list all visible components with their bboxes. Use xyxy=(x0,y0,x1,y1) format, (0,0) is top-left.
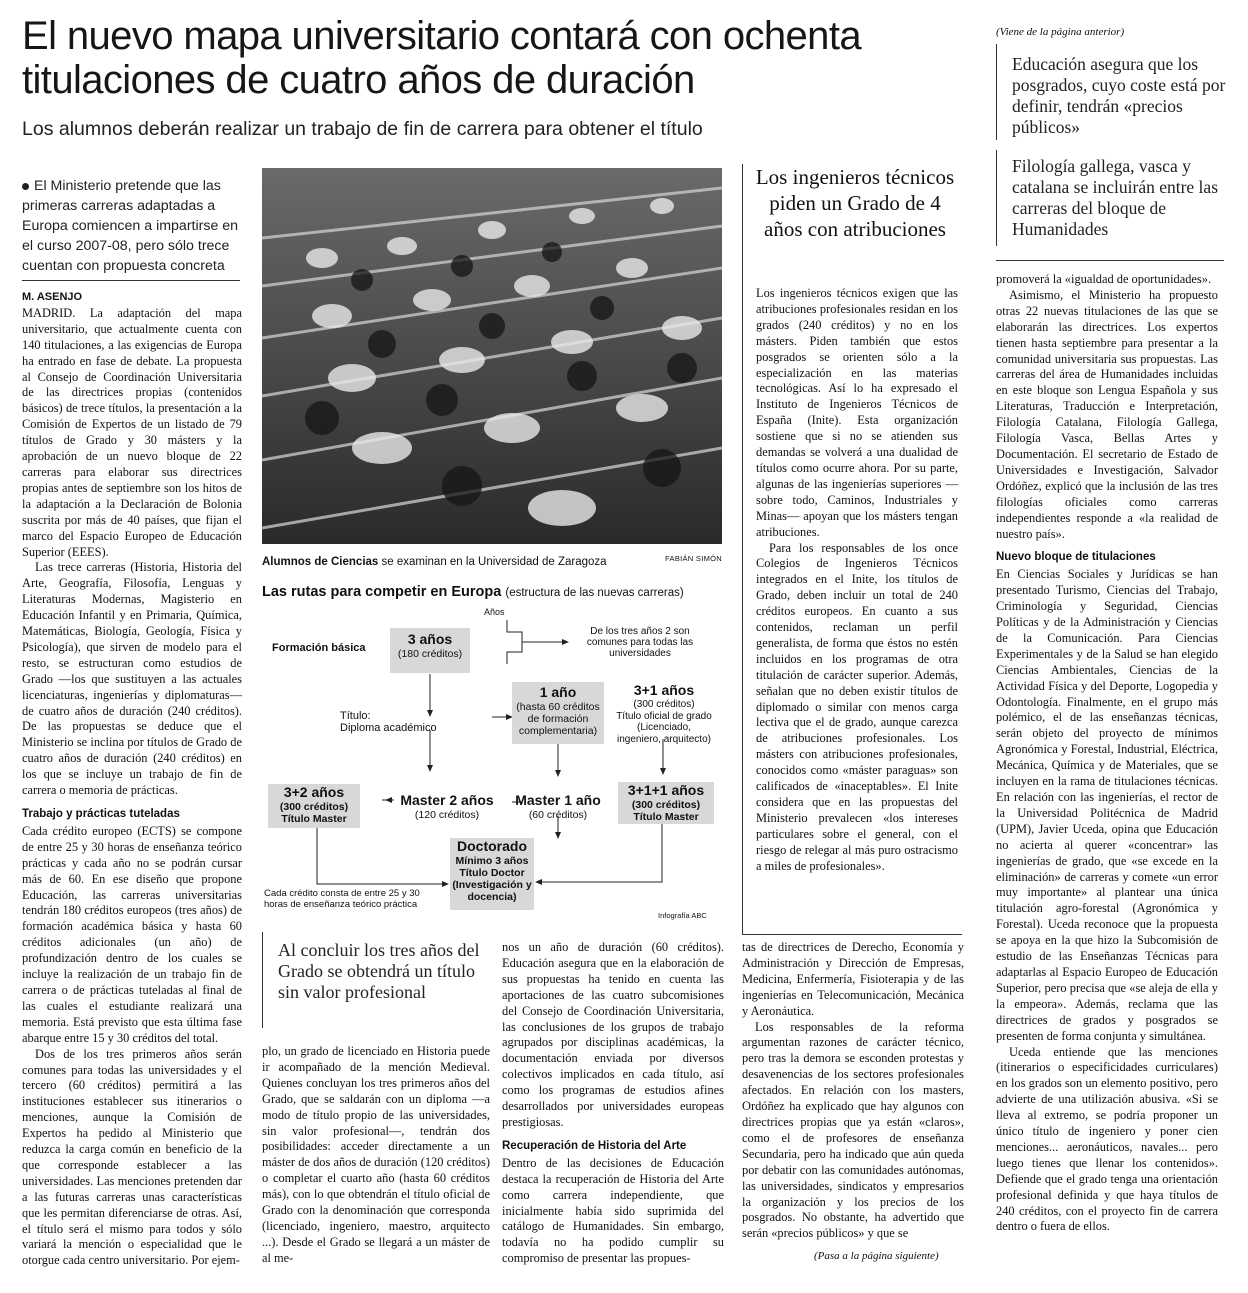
subheadline: Los alumnos deberán realizar un trabajo de fin de carrera para obtener el título xyxy=(22,118,703,140)
box-title: Master 1 año xyxy=(515,792,601,808)
infographic-footnote: Cada crédito consta de entre 25 y 30 horas de enseñanza teórico práctica xyxy=(264,888,420,910)
box-sub: (120 créditos) xyxy=(414,809,480,821)
highlight-rule xyxy=(996,44,997,140)
infographic-title-text: Las rutas para competir en Europa xyxy=(262,584,502,600)
anos-label: Años xyxy=(484,607,505,617)
photo-caption xyxy=(262,556,722,568)
headline: El nuevo mapa universitario contará con ochenta titulaciones de cuatro años de duración xyxy=(22,14,861,102)
box-sub: (180 créditos) xyxy=(397,648,463,660)
sidebar-rule-bottom xyxy=(742,934,962,935)
lead-text: El Ministerio pretende que las primeras carreras adaptadas a Europa comiencen a impartirse en el curso 2007-08, pero sólo trece cuentan con propuesta concreta xyxy=(22,178,239,274)
subheading: Recuperación de Historia del Arte xyxy=(502,1139,687,1152)
paragraph: Para los responsables de los once Colegios de Ingenieros Técnicos integrados en el Inite, los títulos de Grado, deben incluir un total de 240 créditos europeos. En cuanto a sus contenidos, reclaman un perfil generalista, de forma que éstos no estén incluidos en los programas de otra titulación de carácter superior. Además, señalan que no deben existir títulos de diplomado o similar con menos carga lectiva que el de grado, aunque carezca de atribuciones profesionales. Los másters con atribuciones profesionales, conocidos como «máster paraguas» son calificados de «inaceptables». El Inite considera que en las propuestas del Ministerio prevalecen «los intereses particulares sobre el general, con el riesgo de relegar al más puro ostracismo a miles de profesionales». xyxy=(756,540,958,873)
formacion-basica-label: Formación básica xyxy=(272,642,366,654)
box-title: Master 2 años xyxy=(400,792,494,808)
pullquote: Al concluir los tres años del Grado se obtendrá un título sin valor profesional xyxy=(278,940,480,1002)
infographic xyxy=(262,584,722,924)
paragraph: nos un año de duración (60 créditos). Educación asegura que en la elaboración de sus propuestas ha tenido en cuenta las aportaciones de las cuatro subcomisiones del Consejo de Coordinación Universitaria, las conclusiones de los grupos de trabajo agrupados por disciplinas académicas, la documentación enviada por diversos colectivos implicados en cada título, así como los programas de estudios afines desarrollados por universidades europeas prestigiosas. xyxy=(502,940,724,1129)
box-title: 3+2 años xyxy=(283,784,345,800)
box-sub: (60 créditos) xyxy=(528,809,588,821)
divider xyxy=(996,260,1224,261)
box-3-mas-2-anos xyxy=(268,784,360,828)
box-master-2-anos xyxy=(392,792,502,821)
caption-text: se examinan en la Universidad de Zaragoza xyxy=(378,556,607,568)
box-title: 3 años xyxy=(407,631,453,647)
continued-from-previous-page: (Viene de la página anterior) xyxy=(996,26,1125,38)
paragraph: Cada crédito europeo (ECTS) se compone de entre 25 y 30 horas de enseñanza teórico prácticas y cada año no se podrán cursar más de 60. En ese diseño que propone Educación, las carreras universitarias tendrán 180 créditos europeos (tres años) de formación académica básica y hasta 60 créditos adicionales (un año) de profundización dentro de los cuales se incluye la realización de un trabajo fin de carrera o de prácticas tuteladas al final de las cuales el estudiante realizará una memoria. Está previsto que esta última fase abarque entre 15 y 30 créditos del total. xyxy=(22,823,242,1045)
highlight-quote-2: Filología gallega, vasca y catalana se incluirán entre las carreras del bloque de Humanidades xyxy=(1012,156,1219,239)
exam-hall-photo xyxy=(262,168,722,544)
paragraph: Las trece carreras (Historia, Historia del Arte, Geografía, Filosofía, Lenguas y Literaturas Modernas, Magisterio en Educación Infantil y en Primaria, Química, Matemáticas, Biología, Geología, Física y Psicología), que sirven de modelo para el resto, se estructuran como estudios de Grado —los que sustituyen a las actuales licenciaturas, ingenierías y diplomaturas— de cuatro años de duración (240 créditos). De las propuestas se deduce que el Ministerio se inclina por títulos de Grado de cuatro años de duración (240 créditos) en los que se incluye un trabajo de fin de carrera o memoria de prácticas. xyxy=(22,560,242,798)
highlight-rule xyxy=(996,150,997,246)
paragraph: Los responsables de la reforma argumentan razones de carácter técnico, pero tras la demora se esconden protestas y desavenencias de los sectores profesionales afectados. En relación con los masters, Ordóñez ha explicado que hay algunos con directrices propias que ya están «claros», como el de profesores de enseñanza Secundaria, pero ha indicado que aún queda por debatir con las comunidades autónomas, las universidades, sindicatos y empresarios la organización y los precios de los posgrados. No obstante, ha advertido que serán «precios públicos» y que se xyxy=(742,1019,964,1241)
photo-image xyxy=(262,168,722,544)
column-4-bottom xyxy=(742,940,964,1242)
box-title: Doctorado xyxy=(457,838,527,854)
box-sub: (300 créditos) Título Master xyxy=(279,801,349,825)
sidebar-body xyxy=(756,286,958,875)
box-master-1-ano xyxy=(508,792,608,821)
infographic-credit: Infografía ABC xyxy=(658,911,707,920)
paragraph: Uceda entiende que las menciones (itinerarios o especificidades curriculares) en los grados son un elemento positivo, pero advierte de una utilización abusiva. «Si se lleva al extremo, se podría proponer un único título de ingeniero y poner cien menciones... aeronáuticos, navales... pero luego tienes que llenar los contenidos». Defiende que el grado tenga una orientación profesional definida y que haya títulos de 240 créditos, con el proyecto fin de carrera dentro o fuera de ellos. xyxy=(996,1044,1218,1234)
box-3-mas-1-mas-1-anos xyxy=(618,782,714,824)
box-title: 3+1 años xyxy=(633,682,695,698)
box-sub: (hasta 60 créditos de formación complementaria) xyxy=(516,701,600,737)
box-doctorado xyxy=(450,838,534,910)
box-3-anos xyxy=(390,628,470,673)
photo-credit: FABIÁN SIMÓN xyxy=(665,554,722,563)
infographic-title-note: (estructura de las nuevas carreras) xyxy=(505,587,684,599)
box-title: 1 año xyxy=(539,684,577,700)
paragraph: En Ciencias Sociales y Jurídicas se han presentado Turismo, Ciencias del Trabajo, Criminología y Seguridad, Ciencias Políticas y de la Administración y Ciencias de la Comunicación. Para Ciencias Experimentales y de la Salud se han elegido Ciencias Ambientales, Ciencias de la Actividad Física y del Deporte, Logopedia y Odontología. Finalmente, en el grupo más polémico, el de las enseñanzas técnicas, serán objeto del proyecto de mínimos Agronómica y Forestal, Industrial, Eléctrica, Mecánica, Química y de Materiales, que se incluyen en la rama de titulaciones técnicas. En relación con las ingenierías, el rector de la Universidad Politécnica de Madrid (UPM), Javier Uceda, opina que Educación no acierta al querer «concentrar» las ingenierías de grado, que «se excede en la eliminación» de carreras y comete «un error muy importante» al plantear una única titulación agro-forestal (Agronómica y Forestal). Uceda reconoce que la propuesta se apoya en la que hizo la Subcomisión de estudio de las Enseñanzas Técnicas para adaptarlas al Espacio Europeo de Educación Superior, pero precisa que «se aleja de ella y la empeora». Además, reclama que las directrices de grados y posgrados se presenten de forma conjunta y simultánea. xyxy=(996,567,1218,1043)
sidebar-headline: Los ingenieros técnicos piden un Grado de 4 años con atribuciones xyxy=(755,165,955,241)
titulo-diploma-label: Título: Diploma académico xyxy=(340,710,437,734)
continued-next-page: (Pasa a la página siguiente) xyxy=(814,1250,939,1262)
caption-bold: Alumnos de Ciencias xyxy=(262,556,379,568)
byline: M. ASENJO xyxy=(22,291,83,303)
column-3-bottom xyxy=(502,940,724,1267)
paragraph: tas de directrices de Derecho, Economía y Administración y Dirección de Empresas, Medicina, Enfermería, Fisioterapia y de las ingenierías en Telecomunicación, Mecánica y Aeronáutica. xyxy=(742,940,964,1018)
paragraph: Dos de los tres primeros años serán comunes para todas las universidades y el tercero (60 créditos) permitirá a las instituciones establecer sus itinerarios o menciones, aunque la Comisión de Expertos ha pedido al Ministerio que reduzca la carga común en beneficio de la que corresponde establecer a las universidades. Las menciones pretenden dar a las futuras carreras unas características que les permitan diferenciarse de otras. Así, el título será el mismo para todos y sólo variará la mención o especialidad que le otorgue cada centro universitario. Por ejem- xyxy=(22,1046,242,1268)
box-title: 3+1+1 años xyxy=(627,782,705,798)
box-sub: (300 créditos) Título oficial de grado (Licenciado, ingeniero, arquitecto) xyxy=(616,699,712,745)
pullquote-rule xyxy=(262,932,263,1028)
paragraph: promoverá la «igualdad de oportunidades». xyxy=(996,272,1212,286)
column-2-bottom xyxy=(262,1044,490,1267)
highlight-quote-1: Educación asegura que los posgrados, cuyo coste está por definir, tendrán «precios públicos» xyxy=(1012,54,1226,137)
paragraph: Dentro de las decisiones de Educación destaca la recuperación de Historia del Arte como carrera independiente, que inicialmente había sido suprimida del catálogo de Humanidades. Sin embargo, todavía no ha podido cumplir su compromiso de presentar las propues- xyxy=(502,1155,724,1266)
bullet-icon xyxy=(22,183,29,190)
column-1 xyxy=(22,290,242,1269)
divider xyxy=(22,280,240,281)
right-column xyxy=(996,272,1218,1235)
box-sub: Mínimo 3 años Título Doctor (Investigación y docencia) xyxy=(452,855,532,903)
paragraph: Los ingenieros técnicos exigen que las atribuciones profesionales residan en los grados (240 créditos) y no en los másters. Piden también que estos posgrados se orienten sólo a la especialización en las materias tecnológicas. Así lo ha expresado el Instituto de Ingenieros Técnicos de España (Inite). Esta organización sostiene que si no se atienden sus demandas se volverá a una dualidad de títulos como ocurre ahora. Por su parte, algunas de las ingenierías superiores —sobre todo, Caminos, Industriales y Minas— apoyan que los másters tengan atribuciones. xyxy=(756,286,958,539)
paragraph: MADRID. La adaptación del mapa universitario, que actualmente cuenta con 140 titulaciones, a las exigencias de Europa ha entrado en fase de debate. La propuesta al Consejo de Coordinación Universitaria de las directrices propias (contenidos básicos) de trece títulos, la presentación a la Comisión de Expertos de un listado de 79 títulos de Grado y 30 másters y la aprobación de un nuevo bloque de 22 carreras para elaborar sus directrices propias antes de septiembre son los hitos de la adaptación a la Declaración de Bolonia suscrita por más de 40 países, que fijan el marco del Espacio Europeo de Educación Superior (EEES). xyxy=(22,305,242,559)
box-1-ano xyxy=(512,682,604,744)
paragraph: plo, un grado de licenciado en Historia puede ir acompañado de la mención Medieval. Quienes concluyan los tres primeros años del Grado, que se saldarán con un diploma —a modo de título propio de las universidades, sin valor profesional—, tendrán dos posibilidades: acceder directamente a un máster de dos años de duración (120 créditos) o completar el cuarto año (hasta 60 créditos más), con lo que obtendrán el título oficial de Grado con la denominación que corresponda (licenciado, ingeniero, maestro, arquitecto ...). Desde el Grado se llegará a un máster de al me- xyxy=(262,1044,490,1265)
subheading: Trabajo y prácticas tuteladas xyxy=(22,808,180,820)
lead-summary xyxy=(22,176,240,276)
box-3-mas-1-anos xyxy=(614,682,714,745)
sidebar-rule-left xyxy=(742,164,743,934)
box-sub: (300 créditos) Título Master xyxy=(631,799,701,823)
paragraph: Asimismo, el Ministerio ha propuesto otras 22 nuevas titulaciones de las que se elaborarán las directrices. Los expertos tienen hasta septiembre para presentar a la comunidad universitaria sus propuestas. Las carreras del área de Humanidades incluidas en este bloque son Lengua Española y sus Literaturas, Traducción e Interpretación, Filología Catalana, Filología Gallega, Filología Vasca, Bellas Artes y Documentación. El secretario de Estado de Universidades e Investigación, Salvador Ordóñez, explicó que la inclusión de las tres filologías oficiales como carreras independientes responde a «la realidad de nuestro país». xyxy=(996,287,1218,541)
subheading: Nuevo bloque de titulaciones xyxy=(996,551,1156,564)
common-note: De los tres años 2 son comunes para todas las universidades xyxy=(586,626,694,659)
